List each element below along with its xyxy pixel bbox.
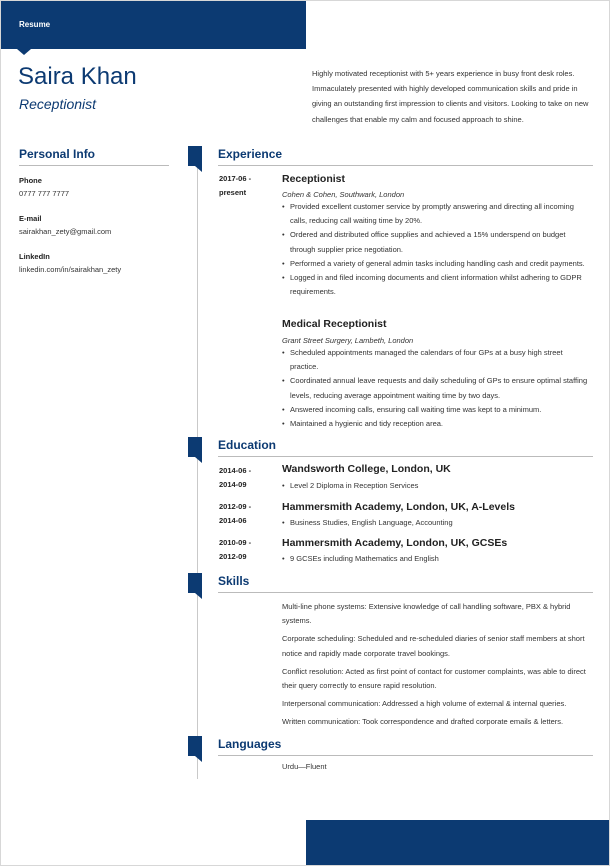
phone-value: 0777 777 7777 <box>19 189 70 198</box>
skills-heading: Skills <box>218 574 593 593</box>
linkedin-value: linkedin.com/in/sairakhan_zety <box>19 265 122 274</box>
edu-1-title: Wandsworth College, London, UK <box>282 463 451 475</box>
edu-2-title: Hammersmith Academy, London, UK, A-Levels <box>282 501 515 513</box>
candidate-name: Saira Khan <box>18 63 137 90</box>
skills-list <box>282 600 592 734</box>
email-label: E-mail <box>19 214 42 223</box>
skills-flag-icon <box>188 573 202 593</box>
education-heading: Education <box>218 438 593 457</box>
edu-2-date-start: 2012-09 - <box>219 502 252 511</box>
personal-info-heading: Personal Info <box>19 147 169 166</box>
experience-flag-icon <box>188 146 202 166</box>
edu-1-date-start: 2014-06 - <box>219 466 252 475</box>
skill-item: Interpersonal communication: Addressed a high volume of external & internal queries. <box>282 699 567 709</box>
job-1-dates <box>219 172 274 200</box>
timeline-line <box>197 151 198 779</box>
edu-2-bullets <box>282 516 592 530</box>
edu-1-bullet: • Level 2 Diploma in Reception Services <box>282 479 592 493</box>
edu-3-bullet: • 9 GCSEs including Mathematics and English <box>282 552 592 566</box>
job-2-title: Medical Receptionist <box>282 318 387 330</box>
job-1-title: Receptionist <box>282 173 346 185</box>
edu-2-bullet: • Business Studies, English Language, Accounting <box>282 516 592 530</box>
linkedin-label: LinkedIn <box>19 252 50 261</box>
footer-bar <box>306 820 610 866</box>
header-notch <box>17 49 31 55</box>
edu-3-bullets <box>282 552 592 566</box>
skill-item: Multi-line phone systems: Extensive knowledge of call handling software, PBX & hybrid systems. <box>282 602 571 626</box>
skill-item: Written communication: Took correspondence and drafted corporate emails & letters. <box>282 717 564 727</box>
edu-3-dates <box>219 536 274 564</box>
candidate-title: Receptionist <box>19 96 97 112</box>
job-1-bullets <box>282 200 592 299</box>
job-1-bullet: • Provided excellent customer service by promptly answering and directing all incoming calls, reducing call waiting time by 20%. <box>282 200 592 228</box>
job-1-date-start: 2017-06 - <box>219 174 252 183</box>
job-2-bullet: • Maintained a hygienic and tidy reception area. <box>282 417 592 431</box>
header-bar <box>1 1 306 49</box>
job-2-bullet: • Answered incoming calls, ensuring call waiting time was kept to a minimum. <box>282 403 592 417</box>
job-2-bullet: • Scheduled appointments managed the calendars of four GPs at a busy high street practice. <box>282 346 592 374</box>
edu-1-date-end: 2014-09 <box>219 480 247 489</box>
education-flag-icon <box>188 437 202 457</box>
job-2-company: Grant Street Surgery, Lambeth, London <box>282 336 414 345</box>
job-2-bullet: • Coordinated annual leave requests and daily scheduling of GPs to ensure optimal staffing levels, reducing average appointment waiting time by two days. <box>282 374 592 402</box>
edu-1-bullets <box>282 479 592 493</box>
edu-2-dates <box>219 500 274 528</box>
language-item: Urdu—Fluent <box>282 762 327 771</box>
job-1-bullet: • Logged in and filed incoming documents and client information whilst adhering to GDPR requirements. <box>282 271 592 299</box>
job-1-bullet: • Ordered and distributed office supplies and achieved a 15% underspend on budget through supplier price negotiation. <box>282 228 592 256</box>
languages-heading: Languages <box>218 737 593 756</box>
languages-flag-icon <box>188 736 202 756</box>
personal-info-section <box>19 147 169 274</box>
job-1-date-end: present <box>219 188 247 197</box>
summary-text: Highly motivated receptionist with 5+ years experience in busy front desk roles. Immaculately presented with highly developed communication skills and pride in giving an outstanding first impression to clients and visitors. Looking to take on new challenges that enable my calm and focused approach to shine. <box>312 69 589 124</box>
resume-label: Resume <box>19 20 51 29</box>
edu-3-date-end: 2012-09 <box>219 552 247 561</box>
edu-2-date-end: 2014-06 <box>219 516 247 525</box>
edu-3-title: Hammersmith Academy, London, UK, GCSEs <box>282 537 508 549</box>
skill-item: Corporate scheduling: Scheduled and re-scheduled diaries of senior staff members at short notice and rapidly made corporate travel bookings. <box>282 634 585 658</box>
email-value: sairakhan_zety@gmail.com <box>19 227 112 236</box>
job-1-company: Cohen & Cohen, Southwark, London <box>282 190 405 199</box>
edu-1-dates <box>219 464 274 492</box>
job-1-bullet: • Performed a variety of general admin tasks including handling cash and credit payments. <box>282 257 592 271</box>
edu-3-date-start: 2010-09 - <box>219 538 252 547</box>
experience-heading: Experience <box>218 147 593 166</box>
skill-item: Conflict resolution: Acted as first point of contact for customer complaints, was able to direct their query correctly to ensure rapid resolution. <box>282 666 586 691</box>
phone-label: Phone <box>19 176 42 185</box>
job-2-bullets <box>282 346 592 431</box>
